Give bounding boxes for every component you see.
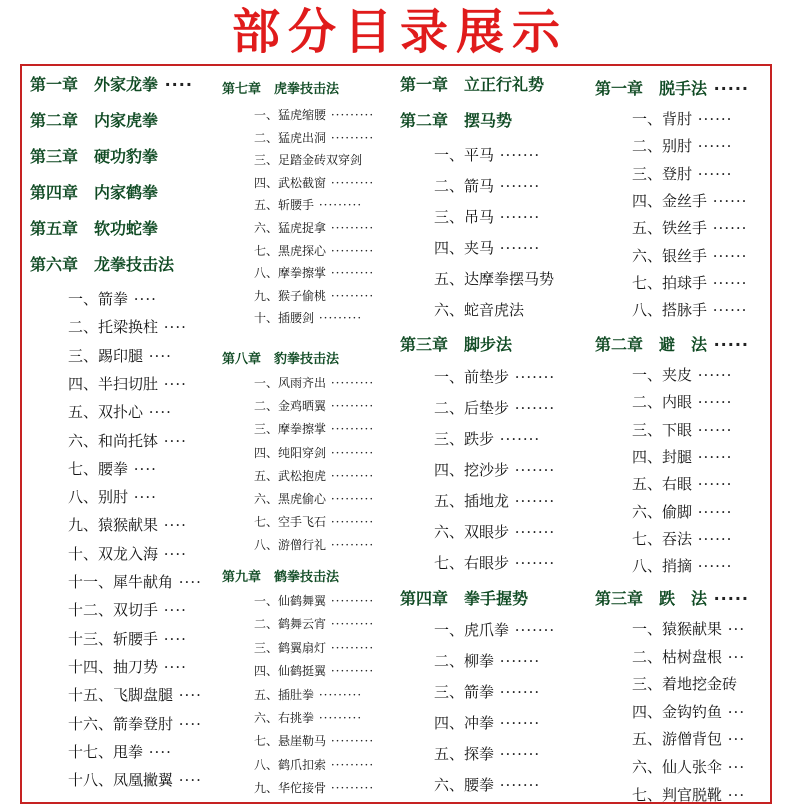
- toc-item: [632, 217, 747, 238]
- leader-dots: ·······: [509, 399, 556, 417]
- toc-item: [434, 712, 540, 733]
- toc-item: [254, 129, 374, 146]
- leader-dots: ·······: [494, 208, 541, 226]
- toc-item: [632, 245, 747, 266]
- toc-item: [632, 728, 745, 749]
- toc-item-text: 四、仙鹤挺翼: [254, 664, 327, 679]
- chapter-heading: [222, 348, 339, 367]
- toc-item: [632, 190, 747, 211]
- toc-item-text: 十四、抽刀势: [68, 657, 159, 676]
- leader-dots: ····: [128, 459, 157, 478]
- leader-dots: ·······: [494, 146, 541, 164]
- leader-dots: ······: [692, 447, 733, 466]
- toc-item: [632, 419, 732, 440]
- leader-dots: ·······: [494, 714, 541, 732]
- chapter-heading-text: 第一章 立正行礼势: [400, 75, 545, 94]
- toc-item-text: 一、猿猴献果: [632, 620, 723, 638]
- toc-item: [434, 552, 555, 573]
- leader-dots: ····: [158, 318, 187, 337]
- toc-item: [254, 686, 362, 703]
- toc-item-text: 二、后垫步: [434, 399, 510, 417]
- leader-dots: ·······: [509, 368, 556, 386]
- leader-dots: ······: [692, 110, 733, 128]
- chapter-heading-text: 第三章 跌 法: [595, 589, 708, 608]
- toc-item-text: 七、判官脱靴: [632, 785, 723, 804]
- leader-dots: ·········: [326, 492, 375, 506]
- toc-item: [632, 618, 745, 639]
- toc-item: [632, 555, 732, 576]
- toc-item-text: 六、猛虎捉拿: [254, 221, 327, 235]
- toc-item-text: 十六、箭拳登肘: [68, 714, 174, 733]
- leader-dots: ·····: [707, 79, 749, 98]
- toc-item: [632, 391, 732, 412]
- toc-item: [254, 709, 362, 726]
- toc-item-text: 十五、飞脚盘腿: [68, 686, 174, 705]
- leader-dots: ·······: [494, 683, 541, 701]
- toc-item: [434, 428, 540, 449]
- toc-item: [434, 397, 555, 418]
- toc-item: [254, 756, 374, 773]
- leader-dots: ·········: [326, 175, 375, 190]
- toc-item: [254, 151, 362, 168]
- chapter-heading: [30, 72, 193, 95]
- leader-dots: ·······: [509, 492, 556, 510]
- leader-dots: ······: [692, 475, 733, 494]
- leader-dots: ·····: [707, 589, 749, 608]
- toc-item-text: 三、箭拳: [434, 683, 495, 701]
- toc-item: [68, 345, 172, 366]
- chapter-heading-text: 第四章 内家鹤拳: [30, 183, 159, 202]
- toc-item: [434, 299, 524, 320]
- chapter-heading: [595, 76, 749, 99]
- leader-dots: ····: [158, 544, 187, 563]
- leader-dots: ······: [707, 191, 748, 210]
- toc-frame: [20, 64, 772, 804]
- toc-item-text: 二、枯树盘根: [632, 647, 723, 666]
- toc-item: [68, 656, 187, 677]
- leader-dots: ·······: [494, 776, 541, 794]
- toc-item: [434, 743, 540, 764]
- toc-item: [254, 309, 362, 326]
- toc-item: [632, 299, 747, 320]
- toc-item: [68, 571, 202, 592]
- leader-dots: ·········: [326, 243, 375, 258]
- leader-dots: ·········: [326, 376, 375, 390]
- leader-dots: ·······: [494, 239, 541, 257]
- leader-dots: ·········: [326, 640, 375, 655]
- toc-item-text: 一、猛虎缩腰: [254, 108, 327, 122]
- chapter-heading-text: 第一章 外家龙拳: [30, 75, 159, 94]
- chapter-heading: [30, 216, 158, 239]
- toc-item: [68, 316, 187, 337]
- toc-item-text: 三、吊马: [434, 208, 495, 226]
- toc-item-text: 五、插肚拳: [254, 687, 315, 702]
- toc-item-text: 九、猴子偷桃: [254, 288, 327, 303]
- chapter-heading-text: 第二章 内家虎拳: [30, 111, 159, 130]
- toc-item: [254, 490, 374, 507]
- leader-dots: ······: [692, 393, 733, 412]
- leader-dots: ·········: [326, 664, 375, 679]
- toc-item-text: 八、摩拳擦掌: [254, 266, 327, 281]
- toc-item-text: 二、鹤舞云宵: [254, 617, 327, 632]
- toc-item-text: 十八、凤凰撇翼: [68, 771, 174, 790]
- toc-item: [632, 528, 732, 549]
- toc-item-text: 三、下眼: [632, 420, 693, 439]
- toc-item-text: 十二、双切手: [68, 601, 159, 620]
- toc-item: [632, 163, 732, 184]
- toc-item-text: 三、登肘: [632, 164, 693, 183]
- toc-item-text: 四、武松截窗: [254, 175, 327, 190]
- toc-item-text: 一、仙鹤舞翼: [254, 594, 327, 608]
- toc-item: [434, 774, 540, 795]
- toc-item: [68, 684, 202, 705]
- toc-item-text: 七、腰拳: [68, 459, 129, 478]
- toc-item-text: 八、捎摘: [632, 557, 693, 576]
- leader-dots: ·······: [494, 745, 541, 763]
- leader-dots: ····: [173, 771, 202, 790]
- toc-item-text: 二、猛虎出洞: [254, 130, 327, 145]
- toc-item-text: 一、平马: [434, 146, 495, 164]
- toc-item: [632, 784, 745, 805]
- toc-item-text: 二、金鸡晒翼: [254, 399, 327, 414]
- leader-dots: ···: [722, 702, 746, 721]
- leader-dots: ······: [692, 137, 733, 156]
- leader-dots: ······: [692, 557, 733, 576]
- leader-dots: ······: [707, 301, 748, 320]
- toc-item: [434, 619, 555, 640]
- toc-item: [254, 615, 374, 632]
- toc-item-text: 四、金钩钓鱼: [632, 702, 723, 721]
- toc-item: [68, 486, 157, 507]
- toc-item-text: 六、偷脚: [632, 502, 693, 521]
- toc-item: [254, 174, 374, 191]
- toc-item: [254, 420, 374, 437]
- chapter-heading: [595, 586, 749, 609]
- leader-dots: ······: [692, 366, 733, 384]
- chapter-heading: [30, 252, 174, 275]
- leader-dots: ····: [158, 516, 187, 535]
- toc-item-text: 六、腰拳: [434, 776, 495, 794]
- toc-item: [632, 501, 732, 522]
- toc-item-text: 一、夹皮: [632, 366, 693, 384]
- chapter-heading: [400, 332, 512, 355]
- leader-dots: ····: [173, 714, 202, 733]
- toc-item: [254, 513, 374, 530]
- toc-item-text: 七、悬崖勒马: [254, 734, 327, 749]
- leader-dots: ·········: [326, 781, 375, 796]
- toc-item: [68, 458, 157, 479]
- leader-dots: ····: [143, 403, 172, 422]
- toc-item-text: 四、金丝手: [632, 191, 708, 210]
- toc-item: [68, 599, 187, 620]
- toc-item: [68, 373, 187, 394]
- toc-item-text: 三、摩拳擦掌: [254, 422, 327, 437]
- toc-item: [254, 444, 374, 461]
- toc-item-text: 七、吞法: [632, 529, 693, 548]
- toc-item: [68, 401, 172, 422]
- leader-dots: ····: [158, 601, 187, 620]
- toc-item-text: 六、黑虎偷心: [254, 492, 327, 506]
- leader-dots: ·······: [509, 523, 556, 541]
- toc-item: [434, 268, 554, 289]
- leader-dots: ····: [158, 657, 187, 676]
- toc-item: [254, 662, 374, 679]
- toc-item-text: 四、冲拳: [434, 714, 495, 732]
- toc-item-text: 五、插地龙: [434, 492, 510, 510]
- toc-item-text: 二、柳拳: [434, 652, 495, 670]
- toc-item-text: 一、箭拳: [68, 290, 129, 308]
- toc-item-text: 九、猿猴献果: [68, 516, 159, 535]
- chapter-heading-text: 第七章 虎拳技击法: [222, 82, 340, 97]
- leader-dots: ····: [173, 686, 202, 705]
- leader-dots: ···: [722, 785, 746, 804]
- toc-item: [254, 536, 374, 553]
- toc-item-text: 二、别肘: [632, 137, 693, 156]
- chapter-heading-text: 第二章 避 法: [595, 335, 708, 354]
- toc-item-text: 一、风雨齐出: [254, 376, 327, 390]
- toc-item: [254, 196, 362, 213]
- leader-dots: ····: [173, 573, 202, 591]
- toc-item-text: 七、空手飞石: [254, 515, 327, 530]
- toc-item-text: 三、踢印腿: [68, 346, 144, 365]
- toc-item: [632, 756, 745, 777]
- toc-item: [434, 681, 540, 702]
- toc-item-text: 八、别肘: [68, 488, 129, 507]
- toc-item: [434, 366, 555, 387]
- leader-dots: ·······: [494, 652, 541, 670]
- chapter-heading-text: 第四章 拳手握势: [400, 589, 529, 608]
- leader-dots: ·····: [707, 335, 749, 354]
- toc-item-text: 五、达摩拳摆马势: [434, 270, 555, 288]
- chapter-heading-text: 第三章 硬功豹拳: [30, 147, 159, 166]
- toc-item-text: 五、铁丝手: [632, 219, 708, 238]
- toc-item-text: 三、足踏金砖双穿剑: [254, 153, 363, 168]
- leader-dots: ····: [143, 346, 172, 365]
- toc-item: [632, 473, 732, 494]
- leader-dots: ···: [722, 758, 746, 776]
- toc-item-text: 五、斩腰手: [254, 198, 315, 213]
- leader-dots: ·········: [326, 266, 375, 281]
- toc-item: [68, 514, 187, 535]
- leader-dots: ······: [692, 502, 733, 521]
- toc-item-text: 八、游僧行礼: [254, 538, 327, 553]
- toc-item: [254, 242, 374, 259]
- toc-item: [254, 374, 374, 391]
- toc-item-text: 七、右眼步: [434, 554, 510, 572]
- leader-dots: ·········: [326, 422, 375, 437]
- toc-item-text: 二、内眼: [632, 393, 693, 412]
- chapter-heading-text: 第五章 软功蛇拳: [30, 219, 159, 238]
- chapter-heading: [400, 72, 544, 95]
- toc-item-text: 九、华佗接骨: [254, 781, 327, 796]
- toc-item-text: 六、双眼步: [434, 523, 510, 541]
- chapter-heading-text: 第九章 鹤拳技击法: [222, 570, 340, 585]
- leader-dots: ·········: [326, 515, 375, 530]
- leader-dots: ·········: [326, 108, 375, 122]
- toc-item: [68, 741, 172, 762]
- toc-item-text: 三、鹤翼扇灯: [254, 640, 327, 655]
- toc-item-text: 二、托梁换柱: [68, 318, 159, 337]
- toc-item-text: 十、双龙入海: [68, 544, 159, 563]
- leader-dots: ·········: [326, 130, 375, 145]
- toc-item-text: 八、鹤爪扣索: [254, 757, 327, 772]
- toc-item: [254, 106, 374, 123]
- leader-dots: ······: [692, 164, 733, 183]
- toc-item-text: 十、插腰剑: [254, 311, 315, 326]
- chapter-heading-text: 第六章 龙拳技击法: [30, 255, 175, 274]
- leader-dots: ·········: [326, 594, 375, 608]
- toc-item: [254, 397, 374, 414]
- leader-dots: ···: [722, 730, 746, 749]
- toc-item: [68, 288, 157, 309]
- leader-dots: ····: [128, 290, 157, 308]
- leader-dots: ·······: [509, 621, 556, 639]
- leader-dots: ····: [158, 374, 187, 393]
- toc-item-text: 五、右眼: [632, 475, 693, 494]
- toc-item: [434, 237, 540, 258]
- toc-item-text: 五、武松抱虎: [254, 468, 327, 483]
- leader-dots: ···: [722, 620, 746, 638]
- leader-dots: ···: [722, 647, 746, 666]
- leader-dots: ·········: [326, 617, 375, 632]
- toc-item: [254, 287, 374, 304]
- chapter-heading-text: 第二章 摆马势: [400, 111, 513, 130]
- leader-dots: ·······: [494, 177, 541, 195]
- toc-item-text: 四、半扫切肚: [68, 374, 159, 393]
- toc-item-text: 三、跌步: [434, 430, 495, 448]
- toc-item-text: 十三、斩腰手: [68, 629, 159, 648]
- chapter-heading: [30, 180, 158, 203]
- toc-item-text: 六、和尚托钵: [68, 431, 159, 450]
- page-title: 部分目录展示: [231, 4, 568, 60]
- leader-dots: ·········: [326, 538, 375, 553]
- toc-item-text: 四、封腿: [632, 447, 693, 466]
- toc-item-text: 七、黑虎探心: [254, 243, 327, 258]
- toc-item-text: 六、仙人张伞: [632, 758, 723, 776]
- toc-item-text: 一、前垫步: [434, 368, 510, 386]
- toc-item: [632, 673, 737, 694]
- leader-dots: ·········: [326, 399, 375, 414]
- chapter-heading-text: 第一章 脱手法: [595, 79, 708, 98]
- chapter-heading: [400, 108, 512, 131]
- leader-dots: ······: [692, 420, 733, 439]
- toc-item: [254, 639, 374, 656]
- toc-item: [68, 713, 202, 734]
- chapter-heading-text: 第八章 豹拳技击法: [222, 352, 340, 367]
- toc-item-text: 二、箭马: [434, 177, 495, 195]
- leader-dots: ·········: [314, 198, 363, 213]
- leader-dots: ·······: [509, 554, 556, 572]
- leader-dots: ····: [128, 488, 157, 507]
- leader-dots: ·······: [509, 461, 556, 479]
- toc-item: [434, 206, 540, 227]
- toc-item-text: 四、纯阳穿剑: [254, 445, 327, 460]
- toc-item-text: 七、拍球手: [632, 273, 708, 292]
- toc-item-text: 六、右挑拳: [254, 711, 315, 725]
- leader-dots: ·········: [326, 468, 375, 483]
- chapter-heading: [595, 332, 749, 355]
- toc-item: [632, 446, 732, 467]
- toc-item: [254, 592, 374, 609]
- toc-item: [434, 459, 555, 480]
- toc-item-text: 六、蛇音虎法: [434, 301, 525, 319]
- leader-dots: ····: [158, 431, 187, 450]
- leader-dots: ······: [707, 219, 748, 238]
- leader-dots: ·········: [326, 734, 375, 749]
- toc-item-text: 八、搭脉手: [632, 301, 708, 320]
- toc-item: [632, 135, 732, 156]
- toc-item: [632, 646, 745, 667]
- toc-item-text: 五、双扑心: [68, 403, 144, 422]
- toc-item-text: 四、夹马: [434, 239, 495, 257]
- leader-dots: ·········: [326, 757, 375, 772]
- toc-item-text: 一、虎爪拳: [434, 621, 510, 639]
- leader-dots: ······: [707, 273, 748, 292]
- toc-item-text: 四、挖沙步: [434, 461, 510, 479]
- toc-item: [254, 219, 374, 236]
- toc-item-text: 六、银丝手: [632, 246, 708, 265]
- leader-dots: ·······: [494, 430, 541, 448]
- toc-item: [434, 144, 540, 165]
- leader-dots: ·········: [314, 711, 363, 725]
- toc-item: [434, 490, 555, 511]
- toc-item: [434, 521, 555, 542]
- toc-item-text: 一、背肘: [632, 110, 693, 128]
- leader-dots: ·········: [314, 311, 363, 326]
- toc-item-text: 五、游僧背包: [632, 730, 723, 749]
- leader-dots: ·········: [326, 288, 375, 303]
- toc-item-text: 十七、甩拳: [68, 742, 144, 761]
- toc-item: [254, 732, 374, 749]
- toc-item: [632, 364, 732, 385]
- leader-dots: ······: [692, 529, 733, 548]
- toc-item-text: 十一、犀牛献角: [68, 573, 174, 591]
- toc-item: [68, 430, 187, 451]
- leader-dots: ·········: [314, 687, 363, 702]
- leader-dots: ····: [143, 742, 172, 761]
- chapter-heading: [222, 566, 339, 585]
- chapter-heading: [222, 78, 339, 97]
- toc-item: [68, 543, 187, 564]
- chapter-heading-text: 第三章 脚步法: [400, 335, 513, 354]
- leader-dots: ······: [707, 246, 748, 265]
- chapter-heading: [400, 586, 528, 609]
- toc-item: [434, 175, 540, 196]
- toc-item: [632, 272, 747, 293]
- toc-item-text: 五、探拳: [434, 745, 495, 763]
- toc-item-text: 三、着地挖金砖: [632, 675, 738, 694]
- leader-dots: ·········: [326, 221, 375, 235]
- chapter-heading: [30, 108, 158, 131]
- toc-item: [632, 701, 745, 722]
- toc-item: [68, 628, 187, 649]
- toc-item: [254, 779, 374, 796]
- leader-dots: ····: [158, 75, 193, 94]
- leader-dots: ·········: [326, 445, 375, 460]
- chapter-heading: [30, 144, 158, 167]
- toc-item: [632, 108, 732, 129]
- leader-dots: ····: [158, 629, 187, 648]
- toc-item: [254, 467, 374, 484]
- toc-item: [434, 650, 540, 671]
- toc-item: [254, 264, 374, 281]
- toc-item: [68, 769, 202, 790]
